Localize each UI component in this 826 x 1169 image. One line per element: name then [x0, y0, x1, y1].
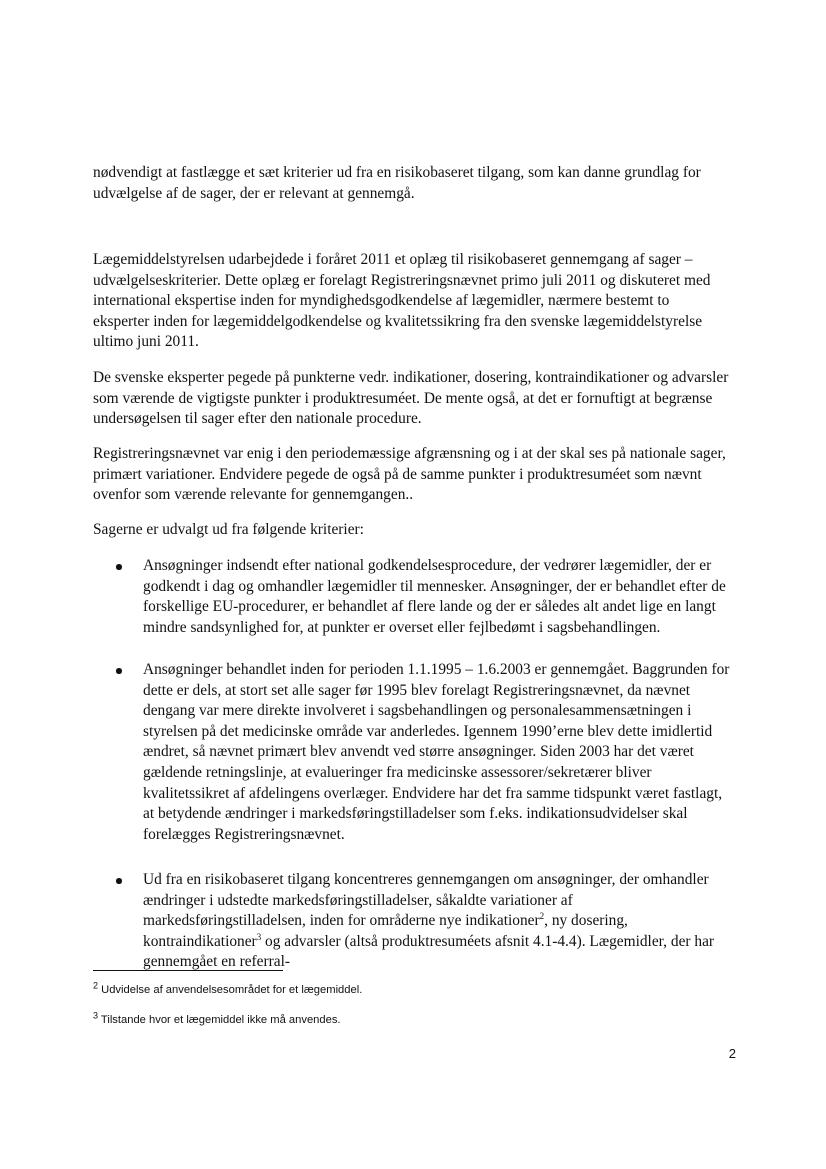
- paragraph-intro: nødvendigt at fastlægge et sæt kriterier ud fra en risikobaseret tilgang, som kan danne grundlag for udvælgelse af de sager, der er relevant at gennemgå.: [93, 164, 701, 202]
- paragraph-registration-board: Registreringsnævnet var enig i den periodemæssige afgrænsning og i at der skal ses på nationale sager, primært variationer. Endvidere pegede de også på de samme punkter i produktresuméet som nævnt ovenfor som værende relevante for gennemgangen..: [93, 445, 726, 504]
- bullet-icon: [116, 564, 122, 570]
- footnote-mark: 3: [93, 1010, 99, 1021]
- list-item-text: Ansøgninger behandlet inden for perioden 1.1.1995 – 1.6.2003 er gennemgået. Baggrunden for dette er dels, at stort set alle sager før 1995 blev forelagt Registreringsnævnet, da nævnet dengang var mere direkte involveret i sagsbehandlingen og personalesammensætningen i styrelsen på det medicinske område var anderledes. Igennem 1990’erne blev dette imidlertid ændret, så nævnet primært blev anvendt ved større ansøgninger. Siden 2003 har det været gældende retningslinje, at evalueringer fra medicinske assessorer/sekretærer bliver kvalitetssikret af afdelingens overlæger. Endvidere har det fra samme tidspunkt været fastlagt, at betydende ændringer i markedsføringstilladelser som f.eks. indikationsudvidelser skal forelægges Registreringsnævnet.: [143, 661, 730, 843]
- criteria-list-2: [93, 660, 733, 845]
- footnote-ref-2[interactable]: 2: [539, 911, 545, 922]
- bullet-icon: [116, 668, 122, 674]
- page-number: 2: [728, 1046, 736, 1061]
- list-item: [93, 870, 733, 973]
- footnote-3: [93, 1010, 693, 1027]
- bullet-icon: [116, 878, 122, 884]
- paragraph-swedish-experts: De svenske eksperter pegede på punkterne vedr. indikationer, dosering, kontraindikationer og advarsler som værende de vigtigste punkter i produktresuméet. De mente også, at det er fornuftigt at begrænse undersøgelsen til sager efter den nationale procedure.: [93, 369, 729, 428]
- list-item-text: Ansøgninger indsendt efter national godkendelsesprocedure, der vedrører lægemidler, der er godkendt i dag og omhandler lægemidler til mennesker. Ansøgninger, der er behandlet efter de forskellige EU-procedurer, er behandlet af flere lande og der er således alt andet lige en langt mindre sandsynlighed for, at punkter er overset eller fejlbedømt i sagsbehandlingen.: [143, 557, 726, 636]
- footnote-2: [93, 980, 693, 997]
- footnote-mark: 2: [93, 980, 99, 991]
- list-item-text: Ud fra en risikobaseret tilgang koncentreres gennemgangen om ansøgninger, der omhandler ændringer i udstedte markedsføringstilladelser, såkaldte variationer af markedsføringstilladelsen, inden for områderne nye indikationer$^2$, ny dosering, kontraindikationer$^3$ og advarsler (altså produktresuméets afsnit 4.1-4.4). Lægemidler, der har gennemgået en referral-: [143, 871, 715, 971]
- criteria-list-3: [93, 870, 733, 973]
- footnote-text: Tilstande hvor et lægemiddel ikke må anvendes.: [98, 1014, 341, 1026]
- paragraph-lms-proposal: Lægemiddelstyrelsen udarbejdede i foråret 2011 et oplæg til risikobaseret gennemgang af sager – udvælgelseskriterier. Dette oplæg er forelagt Registreringsnævnet primo juli 2011 og diskuteret med international ekspertise inden for myndighedsgodkendelse af lægemidler, nærmere bestemt to eksperter inden for lægemiddelgodkendelse og kvalitetssikring fra den svenske lægemiddelstyrelse ultimo juni 2011.: [93, 251, 711, 351]
- list-item: [93, 660, 733, 845]
- footnote-text: Udvidelse af anvendelsesområdet for et lægemiddel.: [98, 984, 363, 996]
- paragraph-criteria-intro: Sagerne er udvalgt ud fra følgende kriterier:: [93, 521, 364, 538]
- footnote-ref-3[interactable]: 3: [256, 931, 262, 942]
- footnote-separator: [93, 970, 283, 971]
- list-item: [93, 556, 733, 638]
- criteria-list-1: [93, 556, 733, 638]
